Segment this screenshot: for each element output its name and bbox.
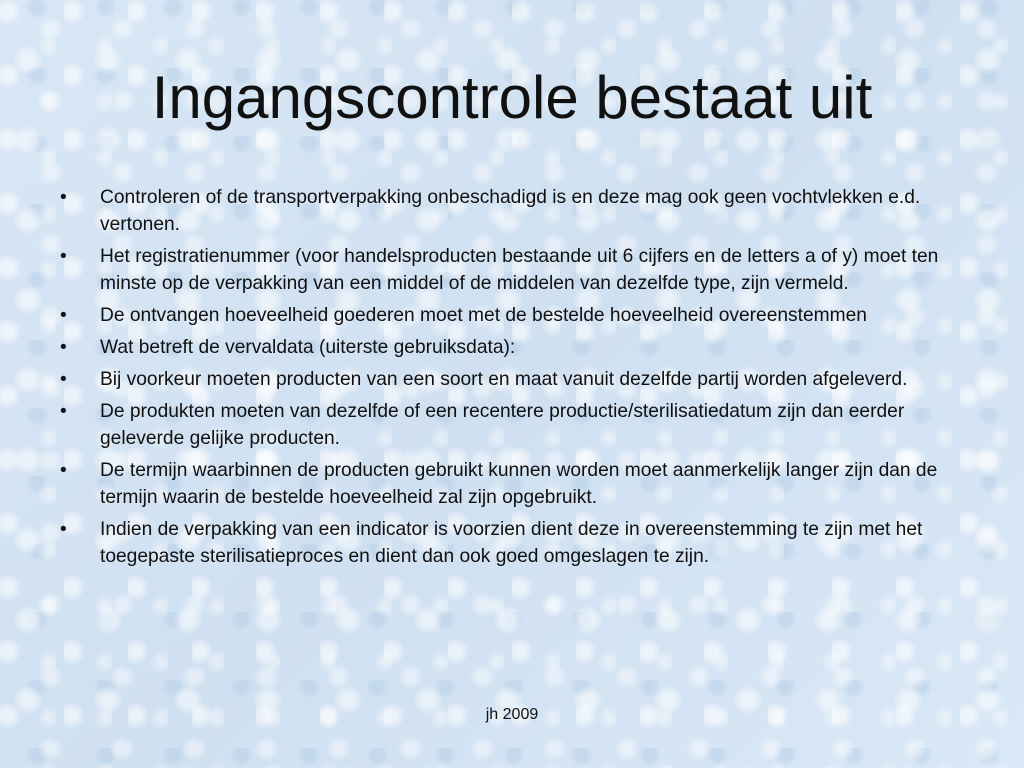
bullet-text: Bij voorkeur moeten producten van een soort en maat vanuit dezelfde partij worden afgeleverd. [100, 369, 908, 390]
bullet-text: Het registratienummer (voor handelsproducten bestaande uit 6 cijfers en de letters a of y) moet ten minste op de verpakking van een middel of de middelen van dezelfde type, zijn vermeld. [100, 246, 939, 294]
bullet-icon: • [60, 369, 67, 390]
bullet-icon: • [60, 305, 67, 326]
bullet-icon: • [60, 519, 67, 540]
bullet-icon: • [60, 460, 67, 481]
bullet-text: De ontvangen hoeveelheid goederen moet met de bestelde hoeveelheid overeenstemmen [100, 305, 867, 326]
bullet-item [58, 302, 968, 329]
bullet-text: De produkten moeten van dezelfde of een recentere productie/sterilisatiedatum zijn dan eerder geleverde gelijke producten. [100, 401, 905, 449]
bullet-icon: • [60, 187, 67, 208]
bullet-text: De termijn waarbinnen de producten gebruikt kunnen worden moet aanmerkelijk langer zijn dan de termijn waarin de bestelde hoeveelheid zal zijn opgebruikt. [100, 460, 938, 508]
bullet-text: Indien de verpakking van een indicator is voorzien dient deze in overeenstemming te zijn met het toegepaste sterilisatieproces en dient dan ook goed omgeslagen te zijn. [100, 519, 923, 567]
slide-title: Ingangscontrole bestaat uit [151, 64, 873, 131]
bullet-item [58, 516, 968, 570]
bullet-icon: • [60, 401, 67, 422]
bullet-list [58, 184, 968, 575]
bullet-text: Controleren of de transportverpakking onbeschadigd is en deze mag ook geen vochtvlekken e.d. vertonen. [100, 187, 921, 235]
bullet-item [58, 334, 968, 361]
bullet-item [58, 398, 968, 452]
bullet-item [58, 184, 968, 238]
bullet-icon: • [60, 246, 67, 267]
bullet-text: Wat betreft de vervaldata (uiterste gebruiksdata): [100, 337, 516, 358]
bullet-item [58, 457, 968, 511]
bullet-item [58, 243, 968, 297]
bullet-icon: • [60, 337, 67, 358]
slide-footer: jh 2009 [485, 706, 539, 723]
bullet-item [58, 366, 968, 393]
